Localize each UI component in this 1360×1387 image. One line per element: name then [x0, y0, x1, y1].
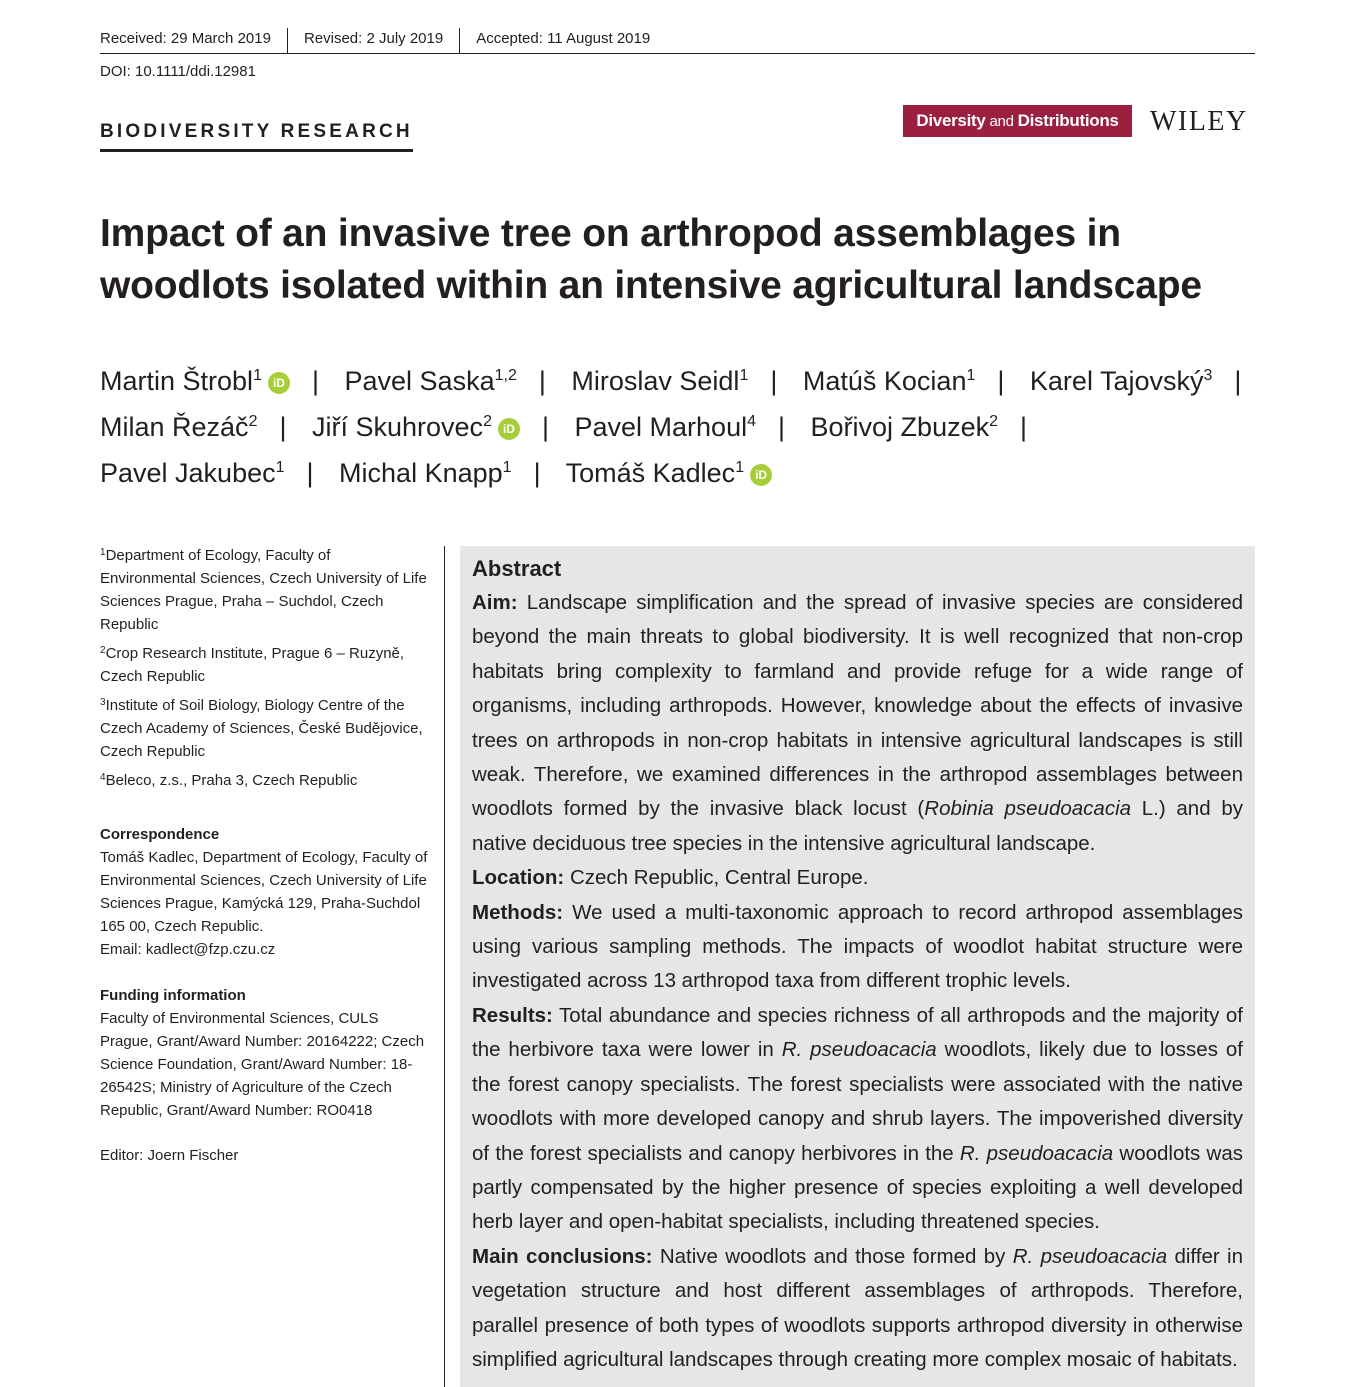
article-title: Impact of an invasive tree on arthropod assemblages in woodlots isolated within an intensive agricultural landscape: [100, 212, 1202, 307]
author-separator: |: [538, 366, 546, 396]
journal-word: Distributions: [1017, 111, 1119, 130]
accepted-date: Accepted: 11 August 2019: [476, 30, 651, 47]
correspondence-text: Tomáš Kadlec, Department of Ecology, Faculty of Environmental Sciences, Czech University of Life Sciences Prague, Kamýcká 129, Praha-Suchdol 165 00, Czech Republic.: [100, 849, 428, 935]
correspondence-heading: Correspondence: [100, 826, 220, 843]
author-affiliation-number: 2: [989, 413, 999, 430]
publisher-logo[interactable]: WILEY: [1150, 106, 1248, 137]
author-name[interactable]: Pavel Saska$^{1,2}$: [344, 366, 517, 396]
author-separator: |: [541, 412, 549, 442]
journal-logo[interactable]: [903, 105, 1132, 137]
author-name[interactable]: Tomáš Kadlec$^1$ iD: [566, 458, 773, 488]
article-dates: [100, 28, 1255, 54]
abstract-location: Location: Czech Republic, Central Europe.: [472, 866, 869, 890]
abstract-aim: Aim: Landscape simplification and the spread of invasive species are considered beyond the main threats to global biodiversity. It is well recognized that non-crop habitats bring complexity to farmland and provide refuge for a wide range of organisms, including arthropods. However, knowledge about the effects of invasive trees on arthropods in non-crop habitats in intensive agricultural landscapes is still weak. Therefore, we examined differences in the arthropod assemblages between woodlots formed by the invasive black locust (Robinia pseudoacacia L.) and by native deciduous tree species in the intensive agricultural landscape.: [472, 591, 1243, 855]
author-separator: |: [997, 366, 1005, 396]
author-affiliation-number: 1: [735, 459, 745, 476]
author-name[interactable]: Michal Knapp$^1$: [339, 458, 512, 488]
author-list: [100, 358, 1270, 496]
author-affiliation-number: 1: [253, 367, 262, 384]
affiliation: $^1$Department of Ecology, Faculty of Environmental Sciences, Czech University of Life Sciences Prague, Praha – Suchdol, Czech Republic: [100, 547, 427, 633]
author-name[interactable]: Milan Řezáč$^2$: [100, 412, 258, 442]
author-separator: |: [1020, 412, 1028, 442]
funding-heading: Funding information: [100, 987, 246, 1004]
section-label: BIODIVERSITY RESEARCH: [100, 121, 413, 152]
author-name[interactable]: Karel Tajovský$^3$: [1029, 366, 1213, 396]
author-separator: |: [770, 366, 778, 396]
author-name[interactable]: Pavel Jakubec$^1$: [100, 458, 285, 488]
author-name[interactable]: Miroslav Seidl$^1$: [571, 366, 749, 396]
abstract-methods: Methods: We used a multi-taxonomic approach to record arthropod assemblages using various sampling methods. The impacts of woodlot habitat structure were investigated across 13 arthropod taxa from different trophic levels.: [472, 900, 1243, 993]
author-name[interactable]: Jiří Skuhrovec$^2$ iD: [312, 412, 520, 442]
affiliation: $^4$Beleco, z.s., Praha 3, Czech Republic: [100, 772, 358, 789]
correspondence-email[interactable]: Email: kadlect@fzp.czu.cz: [100, 941, 276, 958]
article-info-column: [100, 544, 430, 1167]
author-affiliation-number: 3: [1203, 367, 1213, 384]
abstract-results: Results: Total abundance and species richness of all arthropods and the majority of the herbivore taxa were lower in R. pseudoacacia woodlots, likely due to losses of the forest canopy specialists. The forest specialists were associated with the native woodlots with more developed canopy and shrub layers. The impoverished diversity of the forest specialists and canopy herbivores in the R. pseudoacacia woodlots was partly compensated by the higher presence of species exploiting a well developed herb layer and open-habitat specialists, including threatened species.: [472, 1003, 1243, 1234]
author-name[interactable]: Pavel Marhoul$^4$: [574, 412, 756, 442]
abstract-box: [460, 546, 1255, 1387]
author-affiliation-number: 2: [248, 413, 258, 430]
author-affiliation-number: 2: [483, 413, 492, 430]
author-affiliation-number: 1: [739, 367, 749, 384]
abstract-conclusions: Main conclusions: Native woodlots and those formed by R. pseudoacacia differ in vegetation structure and host different assemblages of arthropods. Therefore, parallel presence of both types of woodlots supports arthropod diversity in otherwise simplified agricultural landscapes through creating more complex mosaic of habitats.: [472, 1244, 1243, 1371]
orcid-icon[interactable]: iD: [268, 372, 290, 394]
author-separator: |: [1234, 366, 1242, 396]
journal-word: Diversity: [916, 111, 986, 130]
date-divider: [287, 28, 288, 53]
editor: Editor: Joern Fischer: [100, 1147, 239, 1164]
author-affiliation-number: 1: [275, 459, 285, 476]
author-name[interactable]: Matúš Kocian$^1$: [802, 366, 976, 396]
orcid-icon[interactable]: iD: [498, 418, 520, 440]
author-affiliation-number: 4: [747, 413, 756, 430]
date-divider: [459, 28, 460, 53]
received-date: Received: 29 March 2019: [100, 30, 271, 47]
funding-text: Faculty of Environmental Sciences, CULS Prague, Grant/Award Number: 20164222; Czech Science Foundation, Grant/Award Number: 18-26542S; Ministry of Agriculture of the Czech Republic, Grant/Award Number: RO0418: [100, 1010, 425, 1119]
doi[interactable]: DOI: 10.1111/ddi.12981: [100, 63, 256, 80]
author-name[interactable]: Bořivoj Zbuzek$^2$: [810, 412, 999, 442]
affiliation: $^2$Crop Research Institute, Prague 6 – Ruzyně, Czech Republic: [100, 645, 405, 685]
column-divider: [444, 546, 445, 1387]
author-separator: |: [311, 366, 319, 396]
orcid-icon[interactable]: iD: [750, 464, 772, 486]
author-affiliation-number: 1,2: [494, 367, 517, 384]
journal-and: and: [989, 112, 1014, 130]
revised-date: Revised: 2 July 2019: [303, 30, 444, 47]
author-separator: |: [533, 458, 541, 488]
abstract-heading: Abstract: [472, 556, 562, 581]
author-separator: |: [778, 412, 786, 442]
affiliation: $^3$Institute of Soil Biology, Biology Centre of the Czech Academy of Sciences, České Budějovice, Czech Republic: [100, 697, 423, 760]
author-name[interactable]: Martin Štrobl$^1$ iD: [100, 366, 290, 396]
author-affiliation-number: 1: [502, 459, 512, 476]
author-separator: |: [279, 412, 287, 442]
author-separator: |: [306, 458, 314, 488]
author-affiliation-number: 1: [966, 367, 976, 384]
